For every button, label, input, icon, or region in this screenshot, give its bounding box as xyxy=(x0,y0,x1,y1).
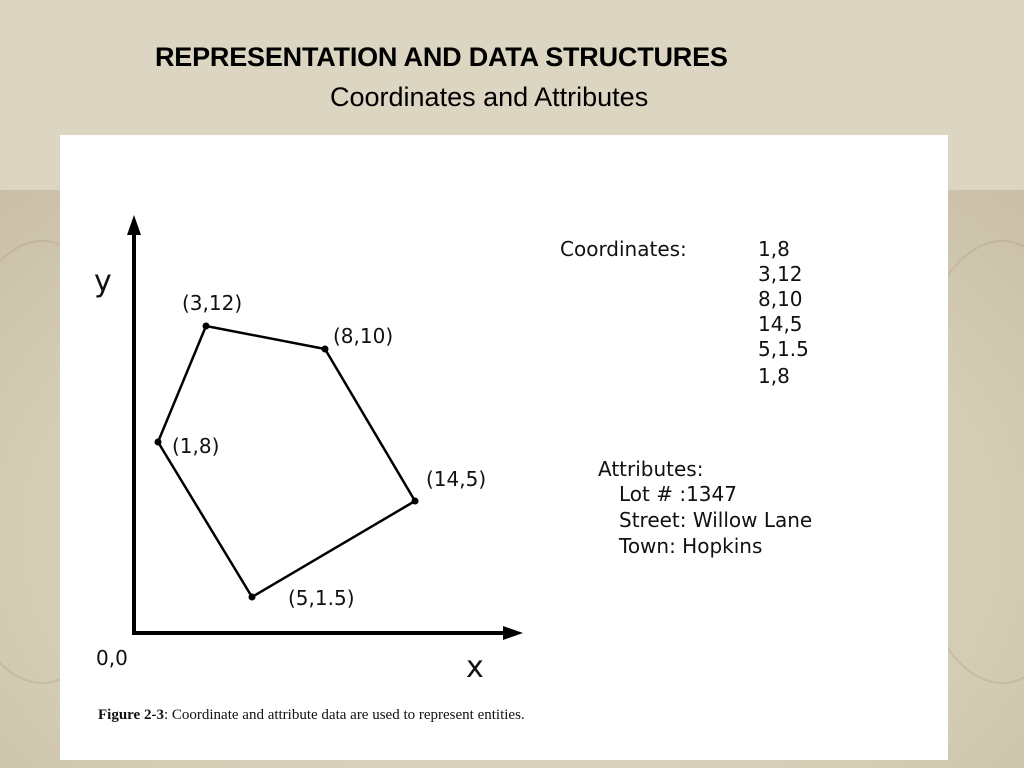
origin-label: 0,0 xyxy=(96,646,128,670)
slide-title: REPRESENTATION AND DATA STRUCTURES xyxy=(155,42,728,72)
vertex-dot-8-10 xyxy=(322,346,329,353)
y-axis-arrowhead xyxy=(127,215,141,235)
figure-label: Figure 2-3 xyxy=(98,707,164,723)
figure-caption xyxy=(98,707,525,724)
coordinate-entry: 1,8 xyxy=(758,237,790,261)
vertex-label-3-12: (3,12) xyxy=(182,291,243,315)
coordinate-entry: 8,10 xyxy=(758,287,803,311)
vertex-label-1-8: (1,8) xyxy=(172,434,220,458)
coordinate-entry: 3,12 xyxy=(758,262,803,286)
parcel-polygon xyxy=(158,326,415,597)
vertex-dot-14-5 xyxy=(412,498,419,505)
y-axis-label: y xyxy=(94,264,112,299)
coordinate-entry: 5,1.5 xyxy=(758,337,809,361)
x-axis-arrowhead xyxy=(503,626,523,640)
attributes-heading: Attributes: xyxy=(598,457,704,481)
vertex-label-5-1.5: (5,1.5) xyxy=(288,586,355,610)
figure-panel xyxy=(60,135,948,760)
coordinate-entry: 1,8 xyxy=(758,364,790,388)
vertex-dot-1-8 xyxy=(155,439,162,446)
coordinates-heading: Coordinates: xyxy=(560,237,687,261)
slide-subtitle: Coordinates and Attributes xyxy=(330,82,649,112)
x-axis-label: x xyxy=(466,650,484,685)
vertex-dot-5-1.5 xyxy=(249,594,256,601)
vertex-label-14-5: (14,5) xyxy=(426,467,487,491)
attribute-lot: Lot # :1347 xyxy=(619,482,737,506)
coordinate-diagram xyxy=(60,135,948,760)
vertex-label-8-10: (8,10) xyxy=(333,324,394,348)
coordinate-entry: 14,5 xyxy=(758,312,803,336)
figure-caption-text: : Coordinate and attribute data are used to represent entities. xyxy=(163,707,525,723)
attribute-town: Town: Hopkins xyxy=(619,534,763,558)
vertex-dot-3-12 xyxy=(203,323,210,330)
attribute-street: Street: Willow Lane xyxy=(619,508,813,532)
